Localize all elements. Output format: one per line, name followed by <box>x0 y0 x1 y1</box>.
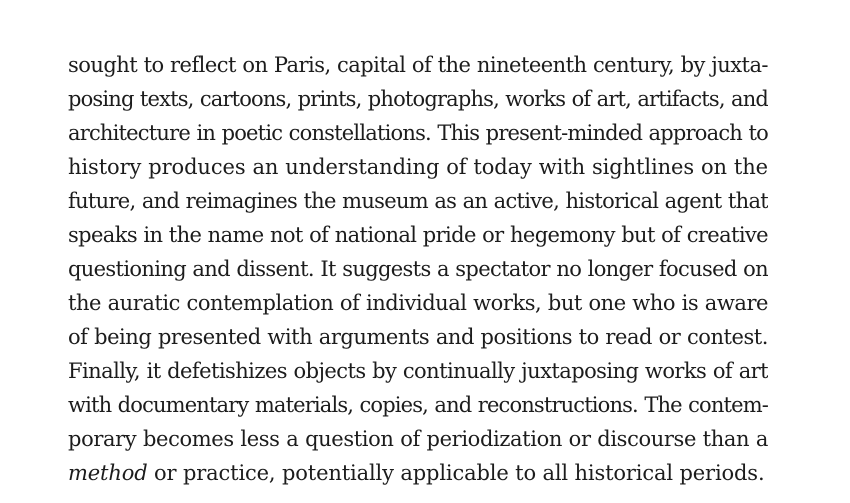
text-line-rest: or practice, potentially applicable to all historical periods. <box>147 461 765 485</box>
text-line: porary becomes less a question of periodization or discourse than a <box>68 427 768 451</box>
text-line: future, and reimagines the museum as an active, historical agent that <box>68 189 768 213</box>
text-line: the auratic contemplation of individual works, but one who is aware <box>68 291 768 315</box>
text-line: history produces an understanding of today with sightlines on the <box>68 155 768 179</box>
text-line: questioning and dissent. It suggests a spectator no longer focused on <box>68 257 768 281</box>
text-line: speaks in the name not of national pride or hegemony but of creative <box>68 223 768 247</box>
text-line: of being presented with arguments and positions to read or contest. <box>68 325 768 349</box>
text-line: architecture in poetic constellations. This present-minded approach to <box>68 121 768 145</box>
italic-word: method <box>68 461 148 485</box>
text-line: with documentary materials, copies, and reconstructions. The contem- <box>68 393 768 417</box>
text-line: posing texts, cartoons, prints, photographs, works of art, artifacts, and <box>68 87 768 111</box>
text-line-last <box>68 456 768 490</box>
text-line: Finally, it defetishizes objects by continually juxtaposing works of art <box>68 359 768 383</box>
body-paragraph <box>68 48 768 490</box>
text-line: sought to reflect on Paris, capital of the nineteenth century, by juxta- <box>68 53 768 77</box>
